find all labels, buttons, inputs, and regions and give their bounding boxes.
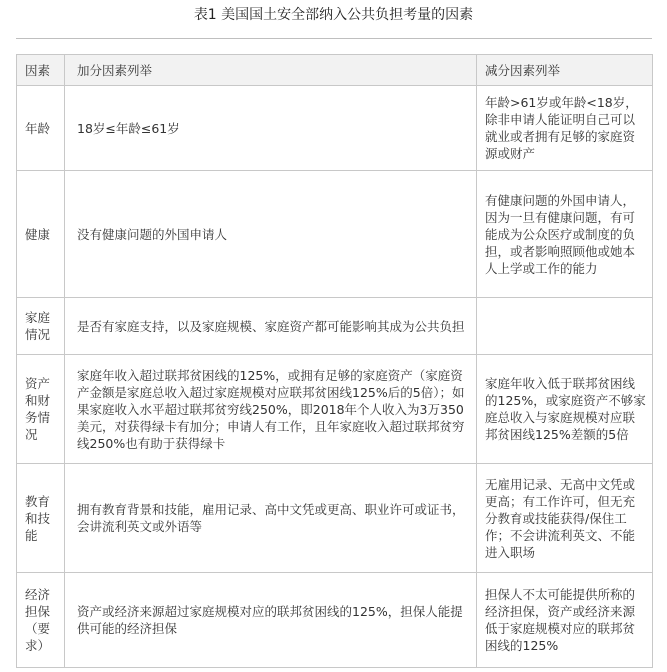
minus-cell: 有健康问题的外国申请人，因为一旦有健康问题，有可能成为公众医疗或制度的负担，或者影响照顾他或她本人上学或工作的能力 [477, 171, 653, 298]
header-plus: 加分因素列举 [65, 55, 477, 86]
factor-cell: 年龄 [17, 86, 65, 171]
plus-cell: 家庭年收入超过联邦贫困线的125%，或拥有足够的家庭资产（家庭资产金额是家庭总收入超过家庭规模对应联邦贫困线125%后的5倍）；如果家庭收入水平超过联邦贫穷线250%，即2018年个人收入为3万350美元，对获得绿卡有加分；申请人有工作，且年家庭收入超过联邦贫穷线250%也有助于获得绿卡 [65, 355, 477, 464]
table-title: 表1 美国国土安全部纳入公共负担考量的因素 [193, 7, 474, 23]
factor-cell: 资产和财务情况 [17, 355, 65, 464]
minus-cell: 担保人不太可能提供所称的经济担保，资产或经济来源低于家庭规模对应的联邦贫困线的125% [477, 573, 653, 668]
minus-cell: 年龄>61岁或年龄<18岁，除非申请人能证明自己可以就业或者拥有足够的家庭资源或财产 [477, 86, 653, 171]
plus-cell: 拥有教育背景和技能，雇用记录、高中文凭或更高、职业许可或证书，会讲流利英文或外语等 [65, 464, 477, 573]
table-header-row [17, 55, 653, 86]
factors-table [16, 54, 653, 668]
header-factor: 因素 [17, 55, 65, 86]
plus-cell: 资产或经济来源超过家庭规模对应的联邦贫困线的125%，担保人能提供可能的经济担保 [65, 573, 477, 668]
header-minus: 减分因素列举 [477, 55, 653, 86]
table-row [17, 464, 653, 573]
plus-cell: 是否有家庭支持，以及家庭规模、家庭资产都可能影响其成为公共负担 [65, 298, 477, 355]
factor-cell: 家庭情况 [17, 298, 65, 355]
table-row [17, 355, 653, 464]
table-row [17, 298, 653, 355]
minus-cell [477, 298, 653, 355]
minus-cell: 家庭年收入低于联邦贫困线的125%，或家庭资产不够家庭总收入与家庭规模对应联邦贫困线125%差额的5倍 [477, 355, 653, 464]
factor-cell: 教育和技能 [17, 464, 65, 573]
table-row [17, 171, 653, 298]
table-row [17, 573, 653, 668]
minus-cell: 无雇用记录、无高中文凭或更高；有工作许可，但无充分教育或技能获得/保住工作；不会讲流利英文、不能进入职场 [477, 464, 653, 573]
factor-cell: 经济担保（要求） [17, 573, 65, 668]
title-divider [16, 38, 652, 39]
factor-cell: 健康 [17, 171, 65, 298]
plus-cell: 18岁≤年龄≤61岁 [65, 86, 477, 171]
table-row [17, 86, 653, 171]
plus-cell: 没有健康问题的外国申请人 [65, 171, 477, 298]
